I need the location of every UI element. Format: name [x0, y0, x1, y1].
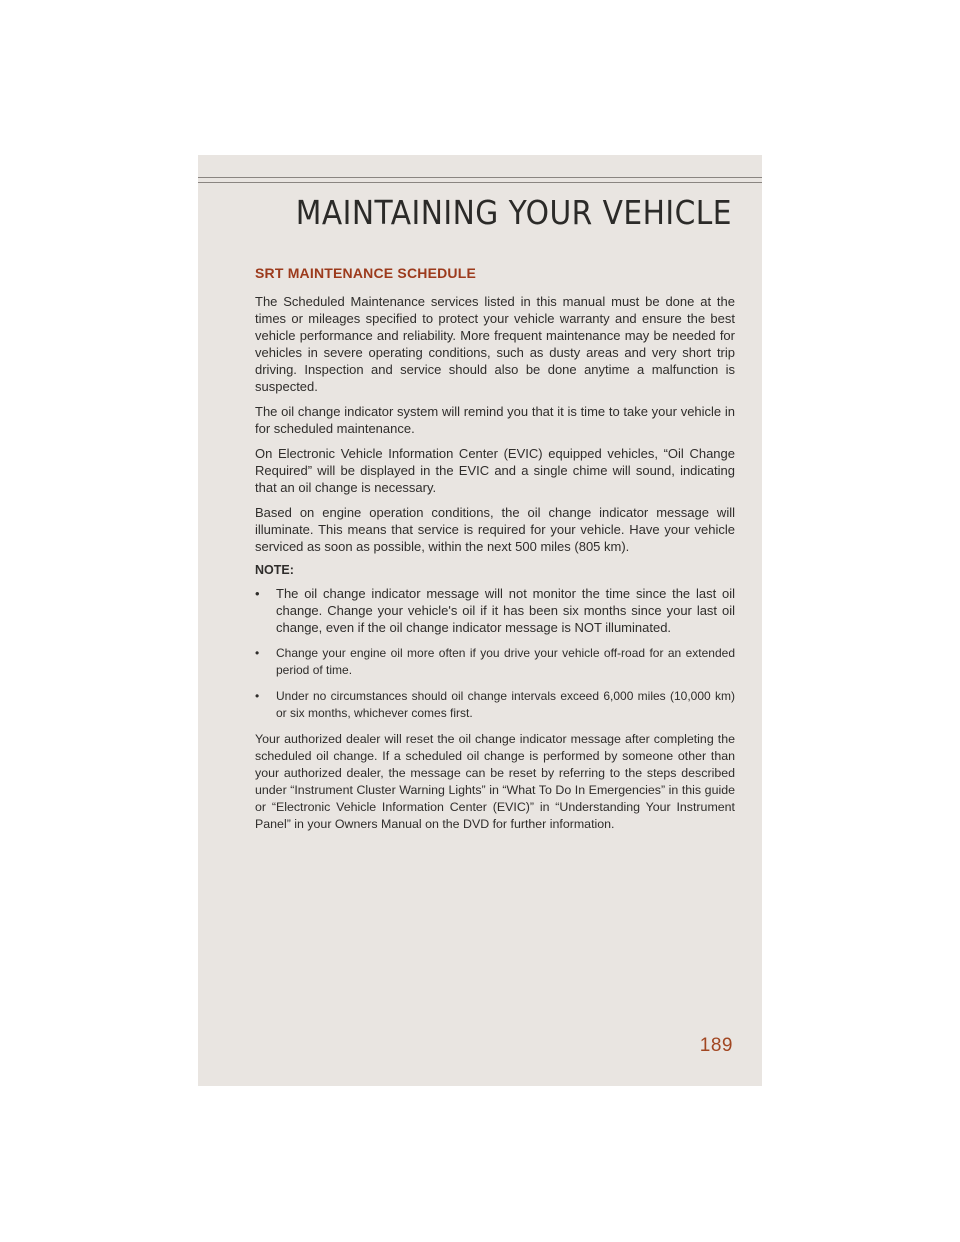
note-list	[255, 585, 735, 722]
paragraph-engine-conditions: Based on engine operation conditions, the oil change indicator message will illuminate. This means that service is required for your vehicle. Have your vehicle serviced as soon as possible, within the next 500 miles (805 km).	[255, 505, 735, 554]
page-content	[255, 265, 735, 841]
header-rule-bottom	[198, 182, 762, 183]
chapter-title: MAINTAINING YOUR VEHICLE	[295, 193, 732, 232]
note-label: NOTE:	[255, 563, 294, 577]
note-item-text: Under no circumstances should oil change intervals exceed 6,000 miles (10,000 km) or six months, whichever comes first.	[276, 689, 735, 720]
note-item	[255, 585, 735, 636]
paragraph-scheduled-maintenance: The Scheduled Maintenance services listed in this manual must be done at the times or mileages specified to protect your vehicle warranty and ensure the best vehicle performance and reliability. More frequent maintenance may be needed for vehicles in severe operating conditions, such as dusty areas and very short trip driving. Inspection and service should also be done anytime a malfunction is suspected.	[255, 294, 735, 394]
header-rule-top	[198, 177, 762, 178]
paragraph-oil-indicator: The oil change indicator system will remind you that it is time to take your vehicle in for scheduled maintenance.	[255, 404, 735, 436]
note-item-text: Change your engine oil more often if you drive your vehicle off-road for an extended period of time.	[276, 646, 735, 677]
note-item	[255, 645, 735, 679]
bullet-icon: •	[255, 646, 260, 660]
section-heading: SRT MAINTENANCE SCHEDULE	[255, 265, 477, 281]
bullet-icon: •	[255, 689, 260, 703]
paragraph-dealer-reset: Your authorized dealer will reset the oil change indicator message after completing the scheduled oil change. If a scheduled oil change is performed by someone other than your authorized dealer, the message can be reset by referring to the steps described under “Instrument Cluster Warning Lights” in “What To Do In Emergencies” in this guide or “Electronic Vehicle Information Center (EVIC)” in “Understanding Your Instrument Panel” in your Owners Manual on the DVD for further information.	[255, 732, 735, 831]
page-number: 189	[699, 1035, 733, 1056]
manual-page	[198, 155, 762, 1086]
note-item-text: The oil change indicator message will not monitor the time since the last oil change. Change your vehicle's oil if it has been six months since your last oil change, even if the oil change indicator message is NOT illuminated.	[276, 586, 735, 635]
bullet-icon: •	[255, 586, 260, 601]
note-item	[255, 688, 735, 722]
paragraph-evic: On Electronic Vehicle Information Center (EVIC) equipped vehicles, “Oil Change Required” will be displayed in the EVIC and a single chime will sound, indicating that an oil change is necessary.	[255, 446, 735, 495]
